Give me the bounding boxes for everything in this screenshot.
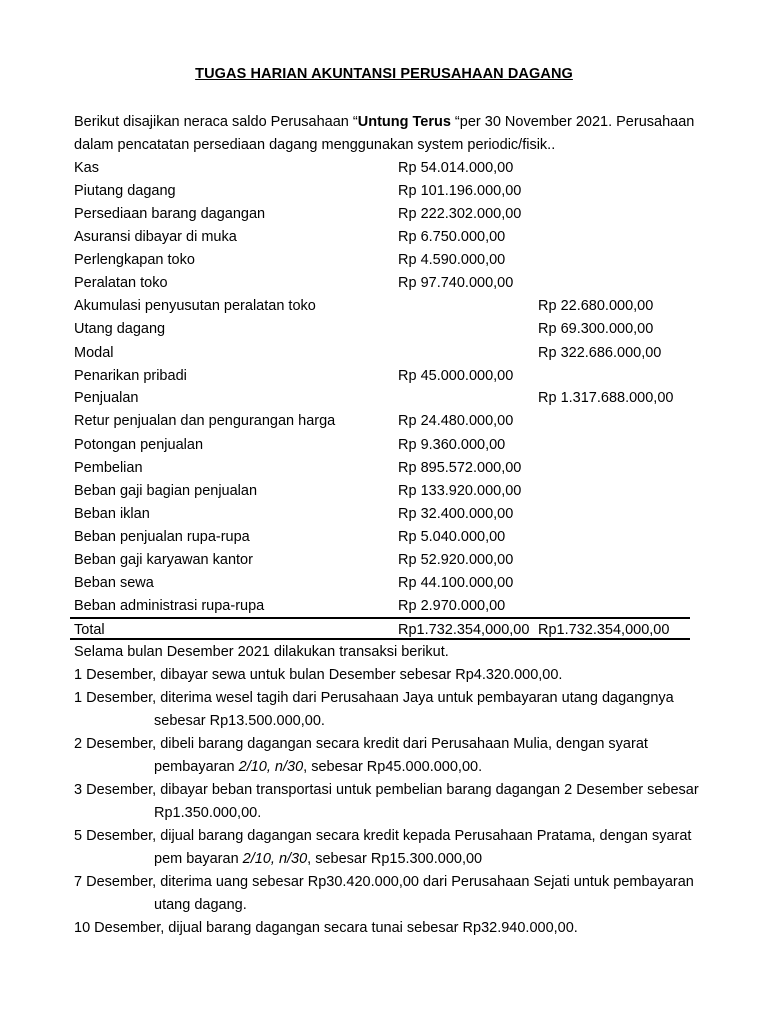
- debit-value: Rp 6.750.000,00: [398, 229, 506, 245]
- debit-value: Rp 5.040.000,00: [398, 529, 506, 545]
- table-row: [74, 595, 674, 618]
- intro-paragraph: [74, 111, 714, 157]
- payment-amount: , sebesar Rp15.300.000,00: [307, 851, 483, 867]
- table-row: [74, 157, 674, 180]
- account-name: Beban gaji bagian penjualan: [74, 483, 258, 499]
- table-row: [74, 572, 674, 595]
- transaction-line: 10 Desember, dijual barang dagangan secara tunai sebesar Rp32.940.000,00.: [74, 920, 578, 936]
- debit-value: Rp 52.920.000,00: [398, 552, 514, 568]
- debit-value: Rp 24.480.000,00: [398, 413, 514, 429]
- account-name: Piutang dagang: [74, 183, 176, 199]
- account-name: Peralatan toko: [74, 275, 168, 291]
- payment-terms: 2/10, n/30: [238, 759, 304, 775]
- payment-amount: , sebesar Rp45.000.000,00.: [303, 759, 483, 775]
- account-name: Penjualan: [74, 390, 139, 406]
- account-name: Asuransi dibayar di muka: [74, 229, 237, 245]
- table-row: [74, 410, 674, 433]
- intro-line-1: [74, 111, 714, 134]
- payment-prefix: pem bayaran: [154, 851, 243, 867]
- account-name: Akumulasi penyusutan peralatan toko: [74, 298, 316, 314]
- table-row: [74, 295, 674, 318]
- credit-value: Rp 1.317.688.000,00: [538, 390, 674, 406]
- transactions-section: [74, 641, 714, 940]
- intro-line-2: dalam pencatatan persediaan dagang menggunakan system periodic/fisik..: [74, 137, 556, 153]
- account-name: Utang dagang: [74, 321, 166, 337]
- account-name: Penarikan pribadi: [74, 368, 187, 384]
- debit-value: Rp 9.360.000,00: [398, 437, 506, 453]
- debit-value: Rp 4.590.000,00: [398, 252, 506, 268]
- debit-value: Rp 97.740.000,00: [398, 275, 514, 291]
- debit-value: Rp 101.196.000,00: [398, 183, 522, 199]
- table-row: [74, 249, 674, 272]
- account-name: Beban penjualan rupa-rupa: [74, 529, 250, 545]
- company-name: Untung Terus: [357, 114, 451, 130]
- transaction-line: 3 Desember, dibayar beban transportasi untuk pembelian barang dagangan 2 Desember sebesar: [74, 782, 699, 798]
- table-row: [74, 434, 674, 457]
- payment-terms: 2/10, n/30: [242, 851, 308, 867]
- account-name: Beban iklan: [74, 506, 150, 522]
- debit-value: Rp 32.400.000,00: [398, 506, 514, 522]
- debit-value: Rp 133.920.000,00: [398, 483, 522, 499]
- debit-value: Rp 54.014.000,00: [398, 160, 514, 176]
- transaction-continuation: sebesar Rp13.500.000,00.: [154, 713, 325, 729]
- table-row: [74, 549, 674, 572]
- table-row: [74, 480, 674, 503]
- table-row: [74, 457, 674, 480]
- page-title: TUGAS HARIAN AKUNTANSI PERUSAHAAN DAGANG: [195, 66, 573, 82]
- transaction-line: 1 Desember, diterima wesel tagih dari Perusahaan Jaya untuk pembayaran utang dagangnya: [74, 690, 674, 706]
- total-credit: Rp1.732.354,000,00: [538, 622, 670, 638]
- table-row: [74, 365, 674, 388]
- table-row: [74, 272, 674, 295]
- transaction-line: 2 Desember, dibeli barang dagangan secara kredit dari Perusahaan Mulia, dengan syarat: [74, 736, 648, 752]
- total-label: Total: [74, 622, 105, 638]
- table-row: [74, 226, 674, 249]
- total-debit: Rp1.732.354,000,00: [398, 622, 530, 638]
- total-rule-bottom: [70, 638, 690, 640]
- account-name: Potongan penjualan: [74, 437, 204, 453]
- debit-value: Rp 2.970.000,00: [398, 598, 506, 614]
- credit-value: Rp 69.300.000,00: [538, 321, 654, 337]
- table-row: [74, 203, 674, 226]
- table-row: [74, 503, 674, 526]
- account-name: Perlengkapan toko: [74, 252, 195, 268]
- account-name: Pembelian: [74, 460, 143, 476]
- account-name: Kas: [74, 160, 99, 176]
- transaction-continuation: utang dagang.: [154, 897, 247, 913]
- intro-suffix: “per 30 November 2021. Perusahaan: [450, 114, 695, 130]
- table-row: [74, 318, 674, 341]
- transaction-continuation: [74, 848, 714, 871]
- transaction-line: 1 Desember, dibayar sewa untuk bulan Desember sebesar Rp4.320.000,00.: [74, 667, 563, 683]
- transaction-line: 5 Desember, dijual barang dagangan secara kredit kepada Perusahaan Pratama, dengan syarat: [74, 828, 692, 844]
- transactions-intro: Selama bulan Desember 2021 dilakukan transaksi berikut.: [74, 644, 449, 660]
- table-row: [74, 180, 674, 203]
- account-name: Beban gaji karyawan kantor: [74, 552, 253, 568]
- account-name: Modal: [74, 345, 114, 361]
- account-name: Beban sewa: [74, 575, 154, 591]
- debit-value: Rp 222.302.000,00: [398, 206, 522, 222]
- transaction-line: 7 Desember, diterima uang sebesar Rp30.420.000,00 dari Perusahaan Sejati untuk pembayaran: [74, 874, 694, 890]
- intro-prefix: Berikut disajikan neraca saldo Perusahaan “: [74, 114, 358, 130]
- account-name: Beban administrasi rupa-rupa: [74, 598, 265, 614]
- payment-prefix: pembayaran: [154, 759, 239, 775]
- debit-value: Rp 895.572.000,00: [398, 460, 522, 476]
- credit-value: Rp 22.680.000,00: [538, 298, 654, 314]
- transaction-continuation: [74, 756, 714, 779]
- table-row: [74, 387, 674, 410]
- debit-value: Rp 45.000.000,00: [398, 368, 514, 384]
- table-row: [74, 342, 674, 365]
- table-row: [74, 526, 674, 549]
- transaction-continuation: Rp1.350.000,00.: [154, 805, 262, 821]
- credit-value: Rp 322.686.000,00: [538, 345, 662, 361]
- debit-value: Rp 44.100.000,00: [398, 575, 514, 591]
- account-name: Persediaan barang dagangan: [74, 206, 266, 222]
- account-name: Retur penjualan dan pengurangan harga: [74, 413, 336, 429]
